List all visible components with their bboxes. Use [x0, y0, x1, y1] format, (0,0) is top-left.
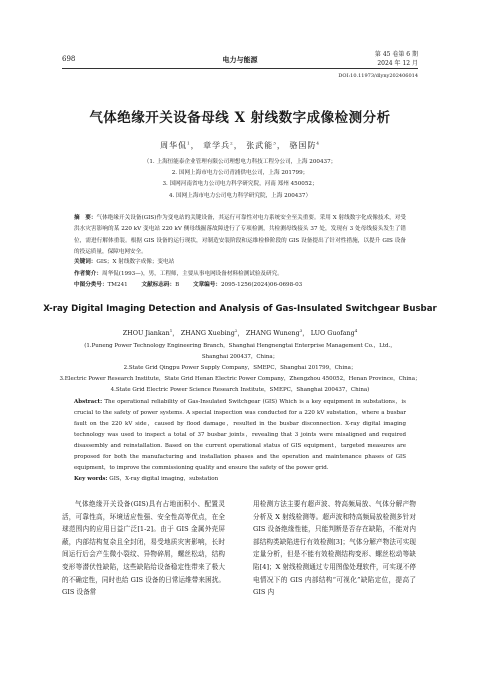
header-rule [62, 68, 418, 69]
author-info-text: 周华侃(1993—)，男，工程师，主要从事电网设备材料检测试验及研究。 [101, 270, 283, 277]
body-column-left: 气体绝缘开关设备(GIS)具有占地面积小、配置灵活，可靠性高，环境适应性强、安全性高等优点，在全球范围内的应用日益广泛[1-2]。由于 GIS 金属外壳屏蔽，内部结构复杂且全封闭，易受地质灾害影响，长时间运行后会产生微小裂纹、异物碎屑，螺丝松动，结构变形等潜伏性缺陷，这些缺陷给设备稳定性带来了极大的不确定性，同时也给 GIS 设备的日常运维带来困扰。GIS 设备常 [62, 500, 225, 597]
author-info [74, 269, 414, 281]
author-cn-sup: 1 [187, 140, 191, 146]
affiliation-cn-line: 2. 国网上海市电力公司青浦供电公司，上海 201799； [171, 170, 309, 177]
volume-issue: 第 45 卷第 6 期 [374, 51, 418, 58]
page-number: 698 [62, 55, 76, 63]
keywords-en-label: Key words: [74, 476, 108, 482]
article-number-value: 2095-1256(2024)06-0698-03 [220, 282, 303, 288]
affiliation-en-line: 4.State Grid Electric Power Science Research Institute，SMEPC，Shanghai 200437，China) [110, 387, 370, 393]
affiliation-en-line: Shanghai 200437，China； [201, 354, 279, 360]
author-info-label: 作者简介： [74, 270, 102, 277]
affiliation-en-line: (1.Puneng Power Technology Engineering Branch，Shanghai Hengnengtai Enterprise Management Co.，Ltd.， [84, 343, 396, 349]
author-cn-sup: 2 [230, 140, 234, 146]
abstract-cn-label: 摘 要： [74, 215, 97, 221]
abstract-chinese [74, 213, 406, 258]
doc-code-value: B [175, 282, 180, 288]
abstract-english [74, 397, 406, 485]
affiliation-en-line: 3.Electric Power Research Institute，State Grid Henan Electric Power Company，Zhengzhou 450052，Henan Province，China； [59, 376, 421, 382]
abstract-en-label: Abstract: [74, 399, 103, 405]
author-en: ZHANG Wuneng [245, 329, 300, 337]
affiliation-cn-line: 3. 国网河南省电力公司电力科学研究院，河南 郑州 450052； [162, 181, 318, 188]
affiliation-en-line: 2.State Grid Qingpu Power Supply Company，SMEPC，Shanghai 201799，China； [123, 365, 357, 371]
keywords-en [74, 474, 406, 485]
author-en-sup: 3 [299, 327, 303, 333]
keywords-cn-label: 关键词： [74, 259, 97, 265]
abstract-cn-text: 气体绝缘开关设备(GIS)作为变电站的关键设备，其运行可靠性对电力系统安全至关重要。采用 X 射线数字化成像技术，对受洪水灾害影响的某 220 kV 变电站 220 kV 侧母线掘落故障进行了专项检测，共检测母线接头 37 处，发现有 3 处母线接头发生了错位，需进行解体重装。根据 GIS 设备的运行现状，对制造安装阶段和运维检修阶段的 GIS 设备提出了针对性措施，以提升 GIS 设备的投运质量，保障电网安全。 [74, 215, 406, 255]
affiliation-cn-line: （1. 上海恒能泰企业管理有限公司理想电力科技工程分公司，上海 200437； [143, 159, 337, 165]
doc-code-label: 文献标志码： [141, 282, 176, 288]
author-cn-sup: 3 [273, 140, 277, 146]
author-cn: 周华侃 [160, 141, 188, 150]
clc-label: 中图分类号： [74, 282, 108, 288]
author-cn-sup: 4 [316, 140, 320, 146]
title-chinese: 气体绝缘开关设备母线 X 射线数字成像检测分析 [89, 110, 391, 126]
title-english: X-ray Digital Imaging Detection and Analysis of Gas-Insulated Switchgear Busbar [43, 304, 437, 314]
author-en: LUO Guofang [310, 329, 355, 337]
abstract-en-text: The operational reliability of Gas-Insulated Switchgear (GIS) Which is a key equipment in substations，is crucial to the safety of power systems. A special inspection was conducted for a 220 kV substation，where a busbar fault on the 220 kV side，caused by flood damage，resulted in the busbar disconnection. X-ray digital imaging technology was used to inspect a total of 37 busbar joints，revealing that 3 joints were misaligned and required disassembly and reinstallation. Based on the current operational status of GIS equipment，targeted measures are proposed for both the manufacturing and installation phases and the operation and maintenance phases of GIS equipment，to improve the commissioning quality and ensure the safety of the power grid. [74, 399, 406, 471]
article-metadata-chinese [74, 257, 414, 292]
affiliation-cn-line: 4. 国网上海市电力公司电力科学研究院，上海 200437） [168, 192, 312, 199]
keywords-en-text: GIS，X-ray digital imaging，substation [109, 476, 219, 482]
author-en-sup: 1 [169, 327, 173, 333]
keywords-cn-text: GIS；X 射线数字成像；变电站 [96, 259, 175, 265]
classification-row [74, 280, 414, 292]
affiliations-english [0, 341, 480, 396]
affiliations-chinese [0, 157, 480, 202]
abstract-en-body [74, 397, 406, 474]
keywords-cn [74, 257, 414, 269]
author-cn: 骆国防 [289, 141, 317, 150]
author-cn: 章学兵 [203, 141, 231, 150]
author-en: ZHOU Jiankan [122, 329, 170, 337]
issue-date: 2024 年 12 月 [377, 60, 418, 67]
article-number-label: 文章编号： [192, 282, 221, 288]
authors-english: ZHOU Jiankan$^1$， ZHANG Xuebing$^2$， ZHANG Wuneng$^3$， LUO Guofang$^4$ [122, 327, 358, 337]
author-en-sup: 2 [234, 327, 238, 333]
author-en-sup: 4 [354, 327, 358, 333]
clc-value: TM241 [107, 282, 128, 288]
volume-issue-block [375, 50, 418, 68]
author-en: ZHANG Xuebing [180, 329, 235, 337]
author-cn: 张武能 [246, 141, 274, 150]
body-column-right: 用检测方法主要有超声波、特高频局放、气体分解产物分析及 X 射线检测等。超声波和特高频局放检测多针对 GIS 设备绝缘性能，只能判断是否存在缺陷，不能对内部结构类缺陷进行有效检测[3]；气体分解产物法可实现定量分析，但是不能有效检测结构变形、螺丝松动等缺陷[4]；X 射线检测通过专用图像处理软件，可实现不停电情况下的 GIS 内部结构“可视化”缺陷定位，提高了 GIS 内 [253, 500, 416, 597]
doi: DOI:10.11973/dlyny202406014 [338, 73, 418, 79]
journal-name: 电力与能源 [222, 56, 258, 64]
authors-chinese: 周华侃$^1$， 章学兵$^2$， 张武能$^3$， 骆国防$^4$ [160, 140, 320, 150]
